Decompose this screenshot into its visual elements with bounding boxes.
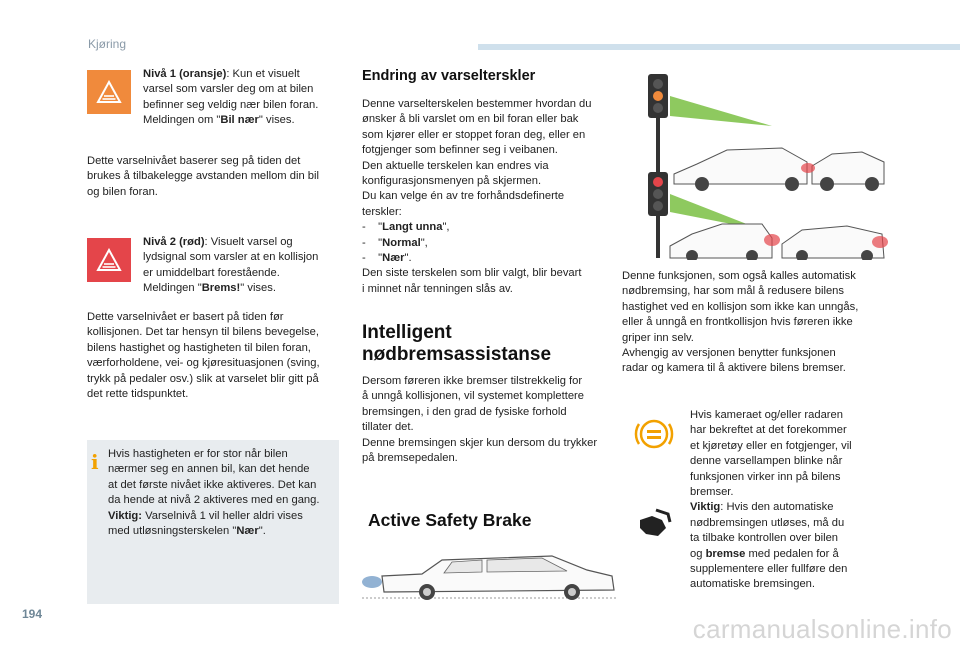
level2-text: Nivå 2 (rød): Visuelt varsel og lydsignal som varsler at en kollisjon er umiddelbart forestående. Meldingen "Brems!" vises. bbox=[143, 236, 319, 295]
heading-intelligent: Intelligent nødbremsassistanse bbox=[362, 322, 552, 365]
car-braking-illustration bbox=[362, 546, 618, 607]
lamp-paragraph: Hvis kameraet og/eller radaren har bekreftet at det forekommer et kjøretøy eller en fotgjenger, vil denne varsellampen blinke når funksjonen virker inn på bilens bremser. Viktig: Hvis den automatiske nødbremsingen utløses, må du ta tilbake kontrollen over bilen og bremse med pedalen for å supplementere eller fullføre den automatiske bremsingen. bbox=[690, 409, 852, 591]
function-paragraph: Denne funksjonen, som også kalles automatisk nødbremsing, har som mål å redusere bilens hastighet ved en kollisjon som ikke kan unngås, eller å unngå en frontkollisjon hvis føreren ikke griper inn selv. Avhengig av versjonen benytter funksjonen radar og kamera til å aktivere bilens bremser. bbox=[622, 270, 859, 375]
take-control-icon bbox=[636, 506, 672, 545]
info-text: Hvis hastigheten er for stor når bilen nærmer seg en annen bil, kan det hende at det første nivået ikke aktiveres. Det kan da hende at nivå 2 aktiveres med en gang. Viktig: Varselnivå 1 vil heller aldri vises med utløsningsterskelen "Nær". bbox=[108, 448, 320, 538]
endring-paragraph: Denne varselterskelen bestemmer hvordan du ønsker å bli varslet om en bil foran eller bak som kjører eller er stoppet foran deg, eller en fotgjenger som befinner seg i veibanen. Den aktuelle terskelen kan endres via konfigurasjonsmenyen på skjermen. Du kan velge én av tre forhåndsdefinerte terskler: - "Langt unna", - "Normal", - "Nær". Den siste terskelen som blir valgt, blir bevart i minnet når tenningen slås av. bbox=[362, 97, 620, 297]
option-naer: - "Nær". bbox=[362, 252, 412, 265]
heading-endring: Endring av varselterskler bbox=[362, 68, 536, 84]
info-icon: i bbox=[91, 450, 99, 474]
option-langt-unna: - "Langt unna", bbox=[362, 221, 450, 234]
header-bar bbox=[478, 44, 960, 50]
level2-paragraph: Dette varselnivået er basert på tiden før kollisjonen. Det tar hensyn til bilens bevegelse, bilens hastighet og hastigheten til bilen foran, værforholdene, vei- og kjøresituasjonen (sving, trykk på pedaler osv.) slik at varselet blir gitt på det rette tidspunktet. bbox=[87, 311, 320, 401]
active-safety-brake-title: Active Safety Brake bbox=[368, 510, 532, 530]
warning-level2-icon bbox=[87, 238, 131, 282]
watermark: carmanualsonline.info bbox=[692, 614, 952, 644]
level1-paragraph: Dette varselnivået baserer seg på tiden det brukes å tilbakelegge avstanden mellom din bil og bilen foran. bbox=[87, 155, 319, 198]
warning-level1-icon bbox=[87, 70, 131, 114]
intelligent-paragraph: Dersom føreren ikke bremser tilstrekkelig for å unngå kollisjonen, vil systemet komplettere bremsingen, i den grad de fysiske forhold tillater det. Denne bremsingen skjer kun dersom du trykker på bremsepedalen. bbox=[362, 375, 598, 465]
option-normal: - "Normal", bbox=[362, 236, 428, 249]
level1-text: Nivå 1 (oransje): Kun et visuelt varsel som varsler deg om at bilen befinner seg veldig nær bilen foran. Meldingen om "Bil nær" vises. bbox=[143, 68, 319, 127]
brake-warning-lamp-icon bbox=[632, 412, 676, 461]
section-title: Kjøring bbox=[88, 37, 127, 51]
traffic-light-illustration-bottom bbox=[622, 168, 892, 265]
page-number: 194 bbox=[22, 607, 43, 621]
